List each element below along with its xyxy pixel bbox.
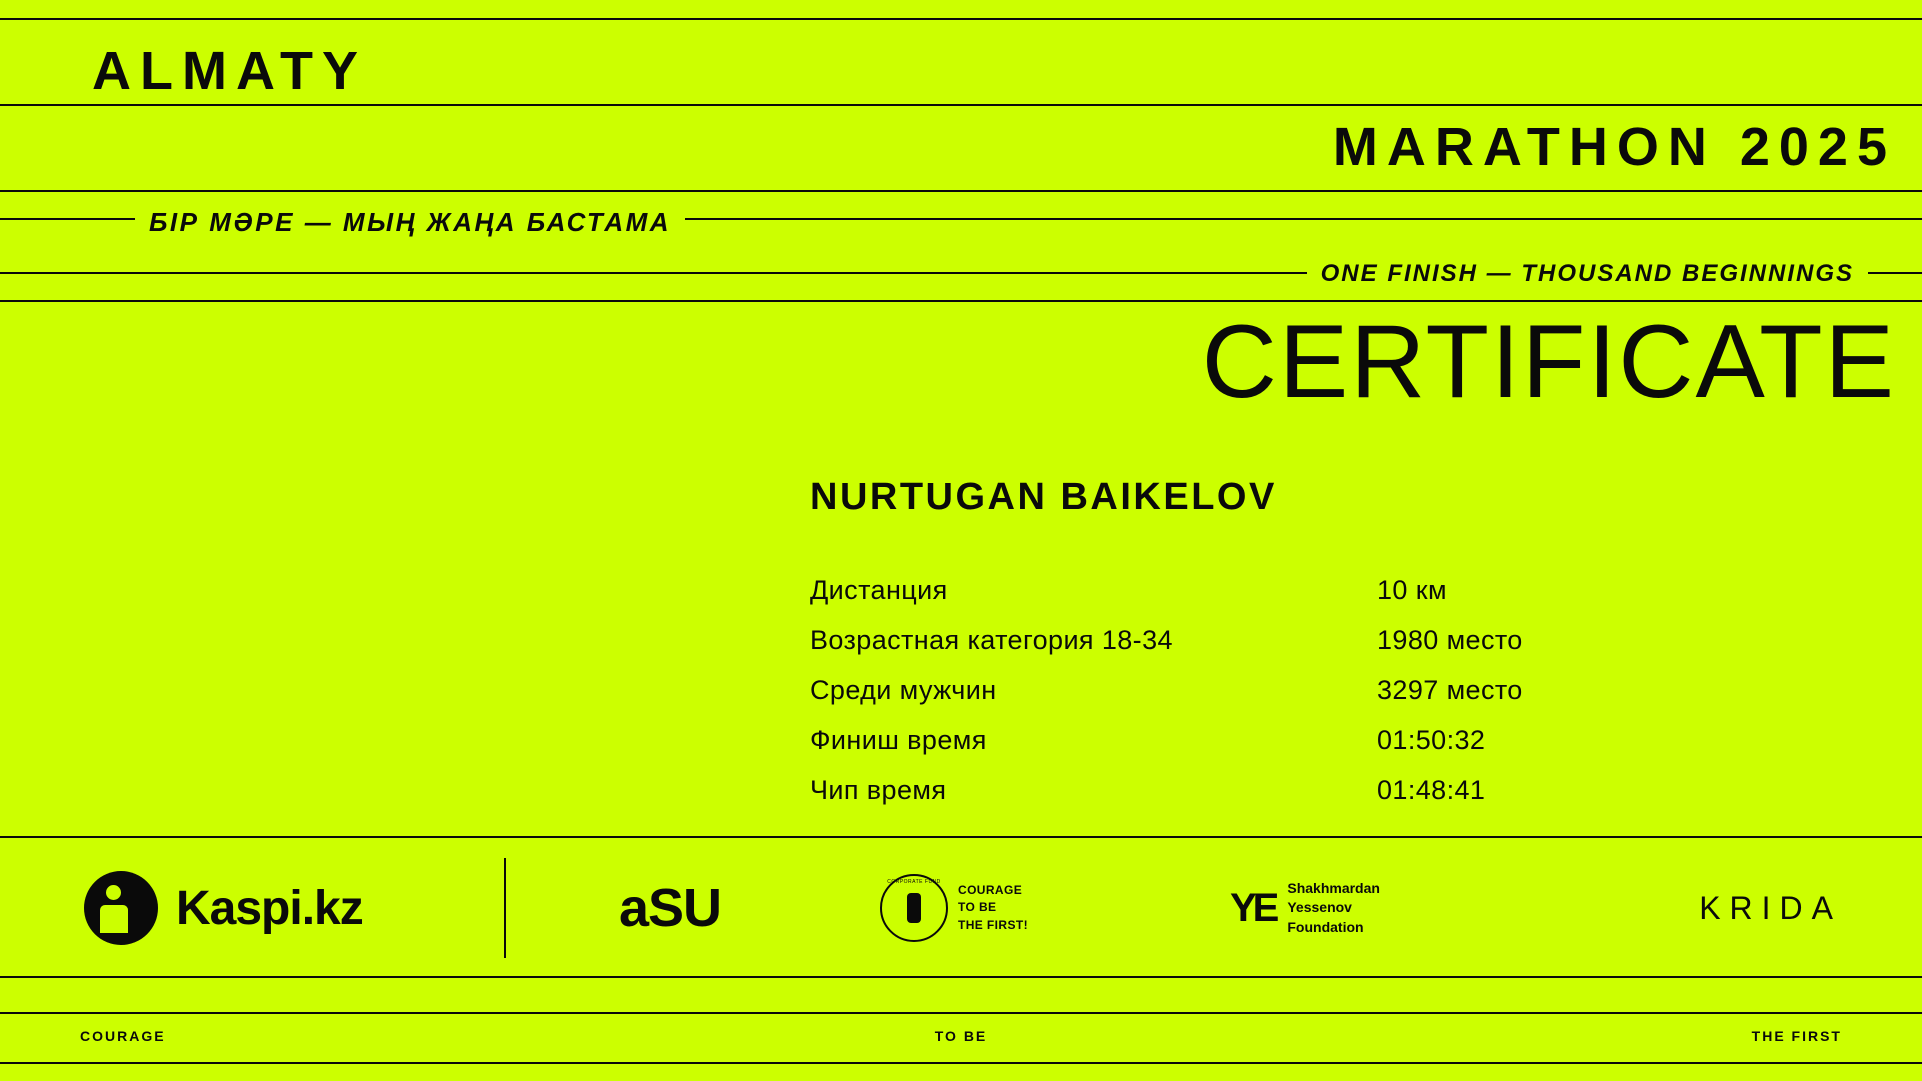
result-label: Возрастная категория 18-34 [810,625,1173,655]
courage-line-1: COURAGE [958,882,1023,897]
sponsor-asu [570,877,770,939]
sponsor-kaspi-label: Kaspi.kz [176,881,363,935]
rule-top-2 [0,104,1922,106]
table-row [810,625,1600,675]
result-value: 10 км [1377,575,1447,605]
sponsor-shakhmardan-yessenov [1230,879,1380,938]
slogan-english: ONE FINISH — THOUSAND BEGINNINGS [1307,262,1868,286]
rule-title-top [0,300,1922,302]
result-value: 1980 место [1377,625,1523,655]
sponsor-courage-fund [880,874,1028,942]
city-title: ALMATY [92,41,367,101]
sponsor-divider [504,858,506,958]
courage-line-3: THE FIRST! [958,917,1028,932]
result-value: 01:50:32 [1377,725,1486,755]
athlete-name: NURTUGAN BAIKELOV [810,476,1277,518]
footer-left-text: COURAGE [80,1028,166,1044]
result-label: Финиш время [810,725,987,755]
sponsor-krida-label: KRIDA [1699,889,1842,926]
sponsor-asu-label: aSU [618,878,722,938]
shakhmardan-line-3: Foundation [1287,918,1364,935]
results-table [810,575,1600,825]
table-row [810,575,1600,625]
sponsor-krida [1699,890,1842,927]
page-title: CERTIFICATE [1201,304,1896,420]
slogan-kazakh: БІР МӘРЕ — МЫҢ ЖАҢА БАСТАМА [135,209,685,235]
courage-ring-text: CORPORATE FUND [887,879,941,885]
rule-footer-bottom [0,1062,1922,1064]
table-row [810,675,1600,725]
courage-line-2: TO BE [958,900,997,915]
rule-footer-top [0,1012,1922,1014]
rule-top-3 [0,190,1922,192]
footer-bar [0,1016,1922,1056]
table-row [810,775,1600,825]
shakhmardan-line-2: Yessenov [1287,899,1352,916]
result-value: 3297 место [1377,675,1523,705]
yessenov-mark-icon: YE [1230,885,1276,930]
result-label: Чип время [810,775,947,805]
result-label: Дистанция [810,575,948,605]
rule-top-1 [0,18,1922,20]
sponsor-bar [0,840,1922,976]
table-row [810,725,1600,775]
result-value: 01:48:41 [1377,775,1486,805]
runner-figure-icon [907,893,921,923]
sponsor-kaspi [84,871,363,945]
footer-right-text: THE FIRST [1751,1028,1842,1044]
rule-sponsors-bottom [0,976,1922,978]
shakhmardan-line-1: Shakhmardan [1287,879,1380,896]
sponsor-shakhmardan-label [1287,879,1380,938]
result-label: Среди мужчин [810,675,997,705]
event-title: MARATHON 2025 [1332,117,1896,177]
sponsor-courage-label [958,882,1028,934]
footer-middle-text: TO BE [934,1028,988,1044]
courage-fund-icon [880,874,948,942]
kaspi-logo-icon [84,871,158,945]
rule-sponsors-top [0,836,1922,838]
